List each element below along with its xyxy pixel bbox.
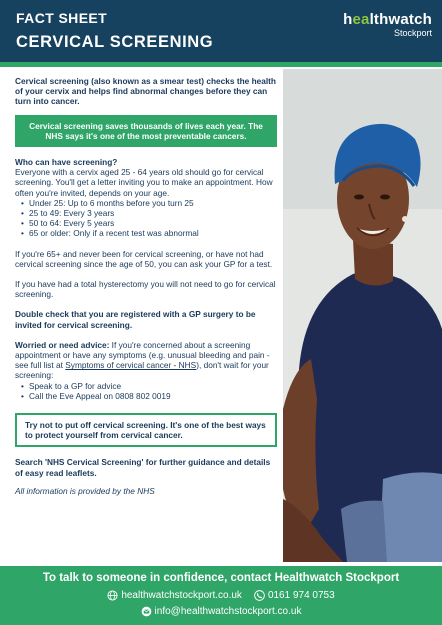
search-guidance-text: Search 'NHS Cervical Screening' for further guidance and details of easy read leaflets. [15, 457, 271, 478]
woman-photo [283, 69, 442, 562]
header-stripe [0, 62, 442, 67]
who-heading: Who can have screening? [15, 157, 118, 168]
list-item: • 50 to 64: Every 5 years [21, 218, 277, 228]
healthwatch-logo [343, 12, 432, 39]
footer-contact-row [0, 590, 442, 601]
intro-text: Cervical screening (also known as a smear test) checks the health of your cervix and helps find abnormal changes before they can turn into cancer. [15, 76, 276, 107]
phone-number[interactable]: 0161 974 0753 [267, 590, 335, 601]
source-note: All information is provided by the NHS [15, 485, 155, 496]
main-content [15, 76, 277, 496]
page-title: CERVICAL SCREENING [16, 33, 214, 51]
footer-cta: To talk to someone in confidence, contact Healthwatch Stockport [42, 572, 400, 584]
list-item: • Call the Eve Appeal on 0808 802 0019 [21, 391, 277, 401]
brand-name: healthwatch [343, 11, 432, 28]
reminder-text: Try not to put off cervical screening. It's one of the best ways to protect yourself from cervical cancer. [25, 420, 266, 441]
callout-box [15, 115, 277, 147]
globe-icon [107, 590, 118, 601]
worried-paragraph: Worried or need advice: If you're concerned about a screening appointment or have any symptoms (e.g. unusual bleeding and pain - see full list at Symptoms of cervical cancer - NHS), don't wait for your screening: [15, 339, 270, 381]
who-text: Everyone with a cervix aged 25 - 64 years old should go for cervical screening. You'll get a letter inviting you to make an appointment. How often you're invited, depends on your age. [15, 167, 273, 198]
fact-sheet-label: FACT SHEET [16, 10, 108, 26]
brand-subtitle: Stockport [393, 28, 432, 38]
symptoms-link[interactable]: Symptoms of cervical cancer - NHS [65, 360, 197, 371]
hysterectomy-text: If you have had a total hysterectomy you will not need to go for cervical screening. [15, 279, 276, 300]
email-link[interactable]: info@healthwatchstockport.co.uk [154, 606, 302, 617]
phone-icon [254, 590, 265, 601]
contact-footer [0, 566, 442, 625]
header-bar [0, 0, 442, 62]
footer-email-row [0, 606, 442, 617]
list-item: • 65 or older: Only if a recent test was abnormal [21, 228, 277, 238]
gp-register-text: Double check that you are registered with a GP surgery to be invited for cervical screening. [15, 309, 256, 330]
website-link[interactable]: healthwatchstockport.co.uk [121, 590, 242, 601]
email-icon [141, 606, 152, 617]
list-item: • Speak to a GP for advice [21, 381, 277, 391]
advice-bullet-list [21, 381, 277, 401]
callout-text: Cervical screening saves thousands of lives each year. The NHS says it's one of the most preventable cancers. [29, 120, 263, 141]
reminder-box [15, 413, 277, 447]
list-item: • 25 to 49: Every 3 years [21, 208, 277, 218]
age-bullet-list [21, 198, 277, 239]
list-item: • Under 25: Up to 6 months before you turn 25 [21, 198, 277, 208]
over-65-text: If you're 65+ and never been for cervical screening, or have not had cervical screening since the age of 50, you can ask your GP for a test. [15, 248, 273, 269]
